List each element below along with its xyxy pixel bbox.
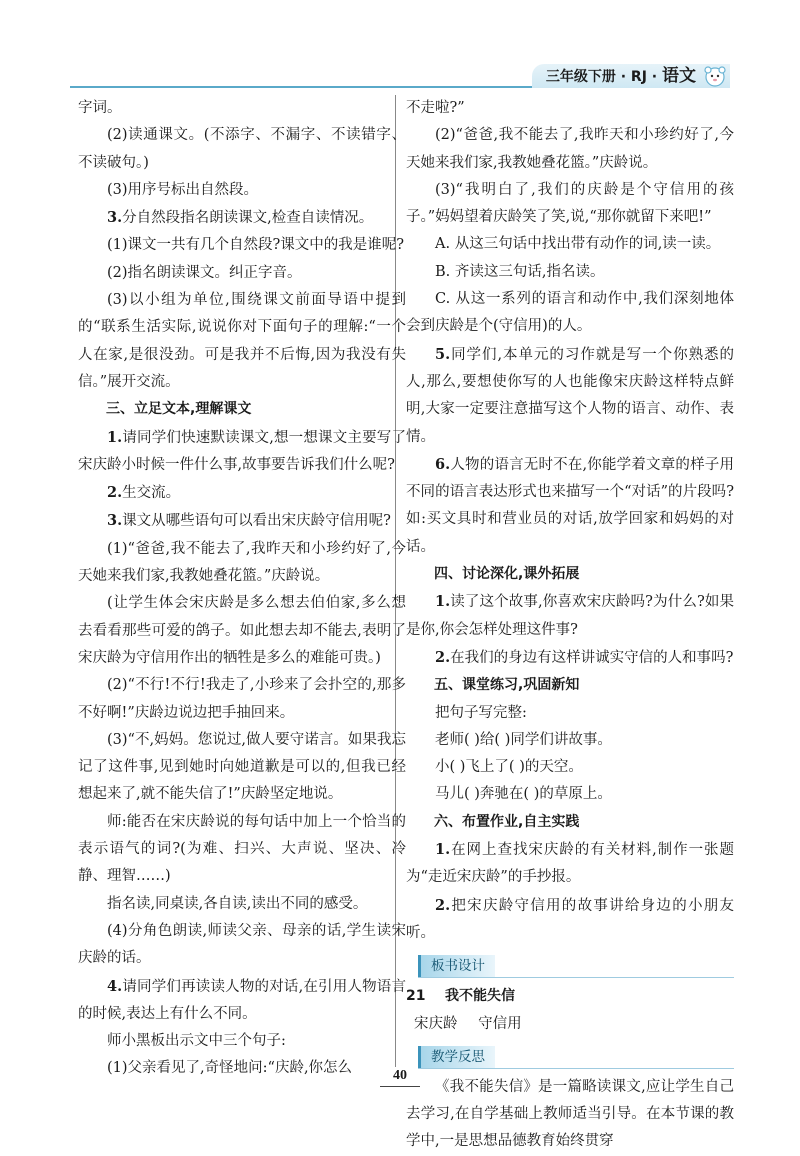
paragraph (406, 122, 734, 177)
header-sep: · (651, 69, 658, 85)
item-number: 2. (435, 896, 451, 914)
paragraph-text: 老师( )给( )同学们讲故事。 (435, 731, 612, 748)
board-design-keywords (406, 1011, 734, 1038)
paragraph (78, 1028, 406, 1055)
paragraph-text: (1)“爸爸,我不能去了,我昨天和小珍约好了,今天她来我们家,我教她叠花篮。”庆龄说。 (78, 540, 406, 585)
paragraph-text: 小( )飞上了( )的天空。 (435, 759, 583, 776)
paragraph-text: 在网上查找宋庆龄的有关材料,制作一张题为“走近宋庆龄”的手抄报。 (406, 842, 734, 886)
item-number: 2. (107, 484, 123, 502)
paragraph (78, 891, 406, 918)
paragraph-text: (3)“不,妈妈。您说过,做人要守诺言。如果我忘记了这件事,见到她时向她道歉是可以的,但我已经想起来了,就不能失信了!”庆龄坚定地说。 (78, 731, 406, 803)
paragraph-text: 课文从哪些语句可以看出宋庆龄守信用呢? (122, 513, 391, 530)
section-heading (78, 396, 406, 423)
paragraph (406, 177, 734, 232)
paragraph-text: 请同学们快速默读课文,想一想课文主要写了宋庆龄小时候一件什么事,故事要告诉我们什么呢? (78, 429, 406, 473)
paragraph (78, 260, 406, 287)
left-column (78, 95, 406, 1083)
paragraph (78, 95, 406, 122)
paragraph-text: A. 从这三句话中找出带有动作的词,读一读。 (435, 236, 721, 253)
board-word-right: 守信用 (478, 1015, 522, 1032)
paragraph (406, 231, 734, 258)
right-column (406, 95, 734, 1156)
paragraph (78, 672, 406, 727)
paragraph (78, 918, 406, 973)
paragraph (78, 590, 406, 672)
section-heading (406, 809, 734, 836)
paragraph-text: 读了这个故事,你喜欢宋庆龄吗?为什么?如果是你,你会怎样处理这件事? (406, 594, 734, 638)
paragraph-text: 生交流。 (122, 485, 181, 502)
paragraph-text: (2)“不行!不行!我走了,小珍来了会扑空的,那多不好啊!”庆龄边说边把手抽回来。 (78, 677, 406, 721)
paragraph-text: 请同学们再读读人物的对话,在引用人物语言的时候,表达上有什么不同。 (78, 978, 406, 1022)
paragraph (406, 781, 734, 808)
item-number: 4. (107, 977, 123, 995)
paragraph-text: 不走啦?” (406, 100, 465, 116)
paragraph-text: 分自然段指名朗读课文,检查自读情况。 (122, 210, 374, 227)
paragraph-text: (4)分角色朗读,师读父亲、母亲的话,学生读宋庆龄的话。 (78, 922, 406, 967)
paragraph-text: (1)父亲看见了,奇怪地问:“庆龄,你怎么 (107, 1060, 353, 1077)
board-design-section (406, 947, 734, 983)
section-heading (406, 561, 734, 588)
paragraph-text: (3)“我明白了,我们的庆龄是个守信用的孩子。”妈妈望着庆龄笑了笑,说,“那你就留下来吧!” (406, 181, 734, 226)
paragraph (78, 809, 406, 891)
paragraph (78, 536, 406, 591)
paragraph (406, 95, 734, 122)
header-edition: RJ (630, 69, 647, 85)
paragraph-text: 把句子写完整: (435, 704, 527, 721)
item-number: 1. (107, 428, 123, 446)
paragraph-text: 五、课堂练习,巩固新知 (434, 677, 580, 694)
paragraph-text: 马儿( )奔驰在( )的草原上。 (435, 786, 612, 803)
paragraph (406, 836, 734, 892)
paragraph (406, 286, 734, 341)
paragraph (78, 727, 406, 809)
paragraph-text: C. 从这一系列的语言和动作中,我们深刻地体会到庆龄是个(守信用)的人。 (406, 291, 734, 335)
reflection-label: 教学反思 (418, 1046, 495, 1068)
paragraph (78, 507, 406, 535)
paragraph (406, 700, 734, 727)
header-sep: · (620, 69, 627, 85)
paragraph-text: (1)课文一共有几个自然段?课文中的我是谁呢? (107, 237, 405, 254)
paragraph-text: 人物的语言无时不在,你能学着文章的样子用不同的语言表达形式也来描写一个“对话”的片段吗?如:买文具时和营业员的对话,放学回家和妈妈的对话。 (406, 456, 734, 555)
reflection-text: 《我不能失信》是一篇略读课文,应让学生自己去学习,在自学基础上教师适当引导。在本节课的教学中,一是思想品德教育始终贯穿 (406, 1078, 734, 1150)
paragraph-text: 在我们的身边有这样讲诚实守信的人和事吗? (450, 649, 734, 666)
paragraph (78, 973, 406, 1029)
paragraph-text: 师小黑板出示文中三个句子: (107, 1033, 286, 1050)
paragraph-text: 指名读,同桌读,各自读,读出不同的感受。 (107, 895, 368, 912)
item-number: 5. (435, 345, 451, 363)
paragraph-text: (2)指名朗读课文。纠正字音。 (107, 264, 302, 281)
paragraph (78, 287, 406, 396)
paragraph (406, 259, 734, 286)
paragraph (78, 177, 406, 204)
right-column-body (406, 95, 734, 947)
header-subject: 语文 (662, 66, 696, 86)
item-number: 1. (435, 593, 451, 611)
paragraph (406, 644, 734, 672)
paragraph (78, 424, 406, 480)
paragraph-text: (2)“爸爸,我不能去了,我昨天和小珍约好了,今天她来我们家,我教她叠花篮。”庆龄说。 (406, 127, 734, 171)
section-heading (406, 672, 734, 699)
header-tab (532, 64, 730, 88)
lesson-number: 21 (406, 988, 426, 1005)
mascot-icon (702, 64, 728, 88)
paragraph (78, 122, 406, 177)
paragraph-text: 六、布置作业,自主实践 (434, 813, 580, 830)
paragraph-text: (让学生体会宋庆龄是多么想去伯伯家,多么想去看看那些可爱的鸽子。如此想去却不能去,表明了宋庆龄为守信用作出的牺牲是多么的难能可贵。) (78, 595, 406, 666)
item-number: 3. (107, 209, 123, 227)
paragraph-text: (2)读通课文。(不添字、不漏字、不读错字、不读破句。) (78, 127, 406, 171)
page-number: 40 (393, 1068, 407, 1083)
paragraph (406, 588, 734, 644)
item-number: 6. (435, 455, 451, 473)
board-word-left: 宋庆龄 (414, 1015, 458, 1032)
paragraph-text: 三、立足文本,理解课文 (106, 401, 252, 418)
board-design-label: 板书设计 (418, 955, 495, 977)
paragraph-text: 师:能否在宋庆龄说的每句话中加上一个恰当的表示语气的词?(为难、扫兴、大声说、坚决、冷静、理智……) (78, 813, 406, 885)
paragraph (406, 451, 734, 561)
paragraph-text: 把宋庆龄守信用的故事讲给身边的小朋友听。 (406, 897, 734, 941)
paragraph (78, 232, 406, 259)
paragraph (406, 341, 734, 451)
paragraph (78, 479, 406, 507)
board-design-title (406, 983, 734, 1010)
paragraph-text: (3)用序号标出自然段。 (107, 181, 259, 198)
header-grade: 三年级下册 (545, 69, 616, 85)
paragraph-text: 同学们,本单元的习作就是写一个你熟悉的人,那么,要想使你写的人也能像宋庆龄这样特点鲜明,大家一定要注意描写这个人物的语言、动作、表情。 (406, 346, 734, 445)
item-number: 2. (435, 648, 451, 666)
page-number-rule (380, 1086, 420, 1087)
item-number: 1. (435, 841, 451, 859)
item-number: 3. (107, 512, 123, 530)
paragraph (78, 204, 406, 232)
page-header (0, 64, 800, 90)
paragraph (406, 754, 734, 781)
paragraph-text: 四、讨论深化,课外拓展 (434, 566, 580, 583)
paragraph (406, 727, 734, 754)
paragraph-text: B. 齐读这三句话,指名读。 (435, 263, 605, 280)
paragraph (406, 892, 734, 948)
paragraph-text: (3)以小组为单位,围绕课文前面导语中提到的“联系生活实际,说说你对下面句子的理解:“一个人在家,是很没劲。可是我并不后悔,因为我没有失信。”展开交流。 (78, 292, 406, 390)
lesson-title: 我不能失信 (444, 988, 515, 1005)
paragraph-text: 字词。 (78, 100, 122, 116)
